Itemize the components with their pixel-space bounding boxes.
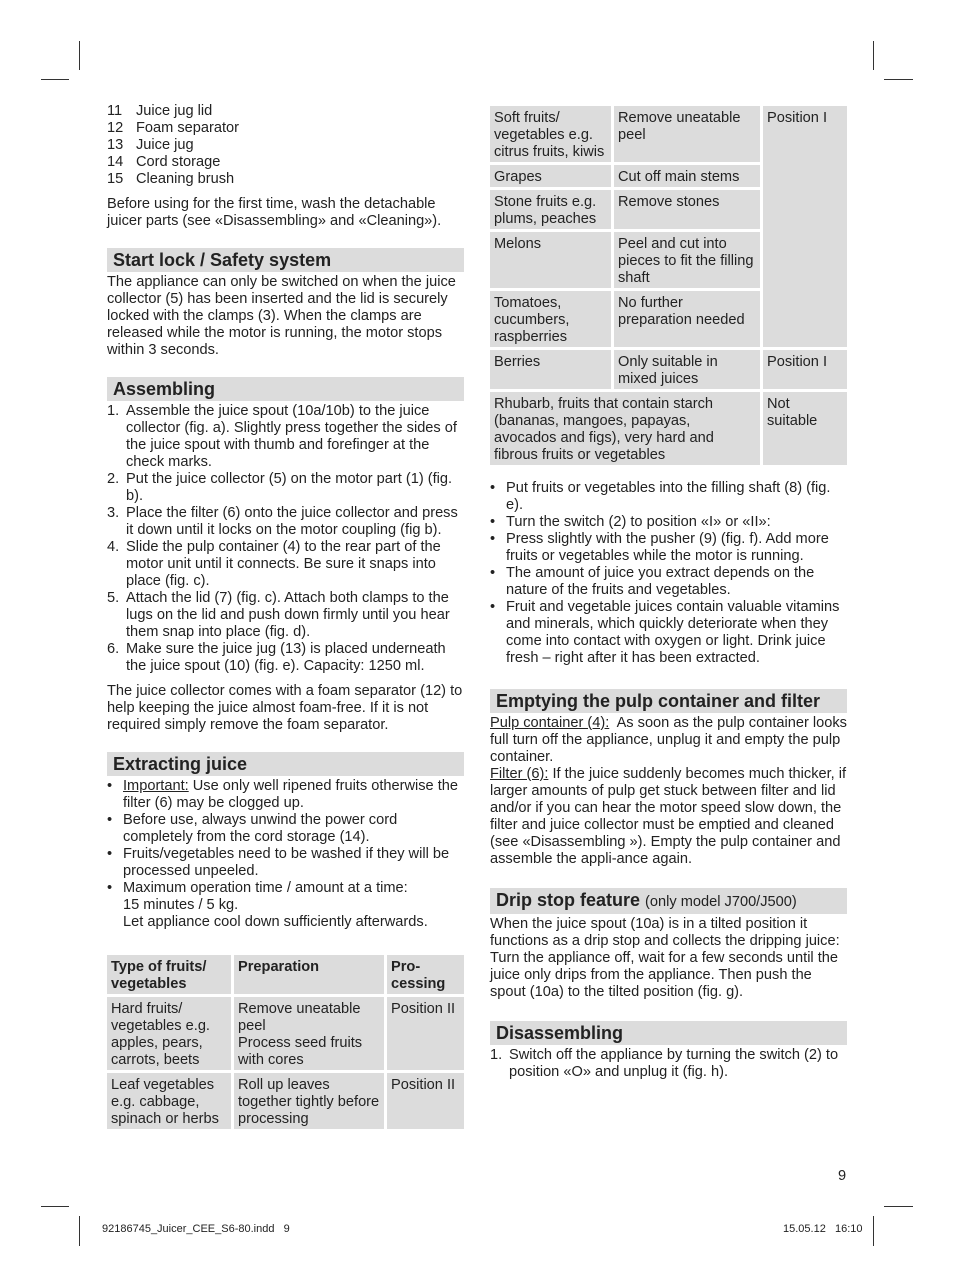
list-item (107, 590, 464, 641)
filter-label: Filter (6): (490, 766, 549, 782)
list-item (107, 120, 464, 137)
part-number: 13 (107, 137, 124, 153)
extracting-bullets (107, 778, 464, 931)
section-heading-assembling: Assembling (107, 377, 464, 401)
crop-mark (884, 79, 913, 80)
list-item: • Maximum operation time / amount at a time: 15 minutes / 5 kg. Let appliance cool down sufficiently afterwards. (107, 880, 428, 930)
page-number: 9 (838, 1168, 847, 1184)
bullet-text: Fruit and vegetable juices contain valuable vitamins and minerals, which quickly deteriorate when they come into contact with oxygen or light. Drink juice fresh – right after it has been extracted. (506, 599, 840, 666)
part-number: 14 (107, 154, 124, 170)
step-text: Attach the lid (7) (fig. c). Attach both clamps to the lugs on the lid and push down firmly until you hear them snap into place (fig. d). (126, 590, 450, 640)
list-item (107, 505, 464, 539)
step-text: Make sure the juice jug (13) is placed underneath the juice spout (10) (fig. e). Capacity: 1250 ml. (126, 641, 446, 674)
step-number: 6. (107, 641, 120, 657)
list-item: • Turn the switch (2) to position «I» or «II»: (490, 514, 771, 530)
bullet-text: Put fruits or vegetables into the filling shaft (8) (fig. e). (506, 480, 831, 513)
drip-stop-instructions: Turn the appliance off, wait for a few seconds until the juice only drips from the appliance. Then push the spout (10a) to the tilted position (fig. g). (490, 950, 839, 1000)
pulp-container-label: Pulp container (4): (490, 715, 610, 731)
section-heading-extracting: Extracting juice (107, 752, 464, 776)
table-cell: Soft fruits/ vegetables e.g. citrus fruits, kiwis (490, 106, 611, 162)
list-item (107, 154, 464, 171)
list-item (490, 1047, 847, 1081)
bullet-text: Before use, always unwind the power cord completely from the cord storage (14). (123, 812, 398, 845)
bullet-text: Use only well ripened fruits otherwise the filter (6) may be clogged up. (123, 778, 459, 811)
part-number: 11 (107, 103, 123, 119)
table-cell: Tomatoes, cucumbers, raspberries (490, 291, 611, 347)
table-cell: Remove uneatable peel (614, 106, 760, 162)
part-label: Juice jug lid (136, 103, 213, 119)
table-cell: Hard fruits/ vegetables e.g. apples, pears, carrots, beets (107, 997, 231, 1070)
start-lock-text: The appliance can only be switched on when the juice collector (5) has been inserted and the lid is securely locked with the clamps (3). When the clamps are released while the motor is running, the motor stops within 3 seconds. (107, 274, 456, 358)
usage-bullets (490, 480, 847, 667)
foam-note: The juice collector comes with a foam separator (12) to help keeping the juice almost foam-free. If it is not required simply remove the foam separator. (107, 683, 463, 733)
table-cell: No further preparation needed (614, 291, 760, 347)
part-label: Juice jug (136, 137, 194, 153)
section-heading-start-lock: Start lock / Safety system (107, 248, 464, 272)
step-text: Slide the pulp container (4) to the rear part of the motor unit until it connects. Be sure it snaps into place (fig. c). (126, 539, 441, 589)
step-number: 1. (107, 403, 120, 419)
crop-mark (884, 1206, 913, 1207)
drip-stop-model-note: (only model J700/J500) (645, 894, 797, 910)
list-item: • Fruits/vegetables need to be washed if they will be processed unpeeled. (107, 846, 464, 880)
bullet-text: Fruits/vegetables need to be washed if they will be processed unpeeled. (123, 846, 450, 879)
table-row (490, 392, 847, 465)
assembling-steps (107, 403, 464, 675)
table-row (107, 1073, 464, 1129)
step-number: 5. (107, 590, 120, 606)
table-cell: Cut off main stems (614, 165, 760, 187)
list-item: • Put fruits or vegetables into the filling shaft (8) (fig. e). (490, 480, 847, 514)
step-number: 4. (107, 539, 120, 555)
table-row (107, 997, 464, 1070)
part-label: Cleaning brush (136, 171, 235, 187)
list-item (107, 539, 464, 590)
section-heading-emptying: Emptying the pulp container and filter (490, 689, 847, 713)
processing-table (104, 952, 467, 1132)
parts-list (107, 103, 464, 188)
crop-mark (873, 41, 874, 70)
list-item: • Fruit and vegetable juices contain valuable vitamins and minerals, which quickly deteriorate when they come into contact with oxygen or light. Drink juice fresh – right after it has been extracted. (490, 599, 847, 667)
table-cell: Grapes (490, 165, 611, 187)
column-header: Pro- cessing (387, 955, 464, 994)
bullet-text: Maximum operation time / amount at a time: (123, 880, 408, 896)
part-label: Cord storage (136, 154, 221, 170)
bullet-text: The amount of juice you extract depends on the nature of the fruits and vegetables. (506, 565, 815, 598)
part-number: 12 (107, 120, 124, 136)
table-cell: Remove stones (614, 190, 760, 229)
step-text: Switch off the appliance by turning the switch (2) to position «O» and unplug it (fig. h). (509, 1047, 839, 1080)
table-cell: Remove uneatable peel Process seed fruits with cores (234, 997, 384, 1070)
bullet-text: Turn the switch (2) to position «I» or «II»: (506, 514, 771, 530)
max-time-amount: 15 minutes / 5 kg. (123, 897, 239, 913)
left-column (107, 103, 464, 1132)
table-cell: Position I (763, 350, 847, 389)
list-item (107, 641, 464, 675)
step-text: Place the filter (6) onto the juice collector and press it down until it locks on the motor coupling (fig b). (126, 505, 458, 538)
footer-timestamp: 15.05.12 16:10 (783, 1223, 863, 1235)
section-heading-drip-stop (490, 888, 847, 914)
list-item (107, 137, 464, 154)
pulp-container-body: As soon as the pulp container looks full turn off the appliance, unplug it and empty the pulp container. (490, 715, 847, 765)
column-header: Preparation (234, 955, 384, 994)
table-cell: Stone fruits e.g. plums, peaches (490, 190, 611, 229)
step-text: Put the juice collector (5) on the motor part (1) (fig. b). (126, 471, 453, 504)
drip-stop-title: Drip stop feature (496, 890, 641, 910)
disassembling-steps (490, 1047, 847, 1081)
part-number: 15 (107, 171, 124, 187)
footer-filename: 92186745_Juicer_CEE_S6-80.indd 9 (102, 1223, 290, 1235)
step-text: Assemble the juice spout (10a/10b) to the juice collector (fig. a). Slightly press together the sides of the juice spout with thumb and forefinger at the check marks. (126, 403, 457, 470)
step-number: 1. (490, 1047, 503, 1063)
crop-mark (41, 79, 69, 80)
table-cell: Peel and cut into pieces to fit the filling shaft (614, 232, 760, 288)
list-item: • Before use, always unwind the power cord completely from the cord storage (14). (107, 812, 464, 846)
column-header: Type of fruits/ vegetables (107, 955, 231, 994)
right-column (490, 106, 847, 1081)
drip-stop-text: When the juice spout (10a) is in a tilted position it functions as a drip stop and collects the dripping juice: (490, 916, 840, 949)
table-cell: Position I (763, 106, 847, 347)
list-item (107, 403, 464, 471)
table-cell: Berries (490, 350, 611, 389)
crop-mark (873, 1216, 874, 1246)
table-cell: Leaf vegetables e.g. cabbage, spinach or herbs (107, 1073, 231, 1129)
intro-text: Before using for the first time, wash the detachable juicer parts (see «Disassembling» and «Cleaning»). (107, 196, 442, 229)
section-heading-disassembling: Disassembling (490, 1021, 847, 1045)
list-item: • Important: Use only well ripened fruits otherwise the filter (6) may be clogged up. (107, 778, 459, 811)
list-item (107, 171, 464, 188)
table-header-row (107, 955, 464, 994)
pulp-container-text (490, 715, 847, 766)
table-cell: Rhubarb, fruits that contain starch (bananas, mangoes, papayas, avocados and figs), very hard and fibrous fruits or vegetables (490, 392, 760, 465)
list-item (107, 471, 464, 505)
list-item: • The amount of juice you extract depends on the nature of the fruits and vegetables. (490, 565, 847, 599)
table-cell: Position II (387, 1073, 464, 1129)
table-cell: Only suitable in mixed juices (614, 350, 760, 389)
filter-body: If the juice suddenly becomes much thicker, if larger amounts of pulp get stuck between filter and lid and/or if you can hear the motor speed slow down, the filter and juice collector must be emptied and cleaned (see «Disassembling »). Empty the pulp container and assemble the appli-ance again. (490, 766, 847, 867)
list-item (107, 103, 464, 120)
cool-down-note: Let appliance cool down sufficiently afterwards. (123, 914, 428, 930)
crop-mark (79, 1216, 80, 1246)
step-number: 2. (107, 471, 120, 487)
step-number: 3. (107, 505, 120, 521)
table-cell: Melons (490, 232, 611, 288)
list-item: • Press slightly with the pusher (9) (fig. f). Add more fruits or vegetables while the motor is running. (490, 531, 847, 565)
table-cell: Not suitable (763, 392, 847, 465)
filter-text (490, 766, 847, 868)
bullet-text: Press slightly with the pusher (9) (fig. f). Add more fruits or vegetables while the motor is running. (506, 531, 829, 564)
crop-mark (41, 1206, 69, 1207)
part-label: Foam separator (136, 120, 240, 136)
crop-mark (79, 41, 80, 70)
table-cell: Roll up leaves together tightly before processing (234, 1073, 384, 1129)
table-row (490, 350, 847, 389)
processing-table-continued (487, 103, 850, 468)
table-cell: Position II (387, 997, 464, 1070)
table-row (490, 106, 847, 162)
important-label: Important: (123, 778, 189, 794)
